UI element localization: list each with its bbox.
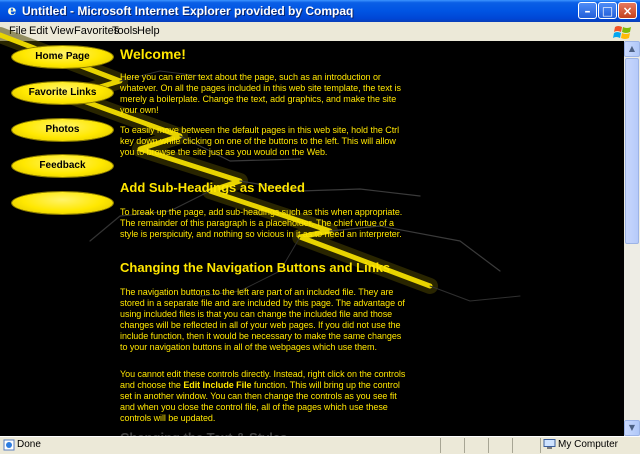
status-separator [512, 438, 513, 453]
status-separator [488, 438, 489, 453]
maximize-button[interactable]: □ [598, 2, 617, 19]
subheadings-heading: Add Sub-Headings as Needed [120, 180, 305, 195]
edit-include-file-text: Edit Include File [183, 380, 252, 390]
windows-logo-icon [612, 24, 634, 40]
scroll-thumb[interactable] [625, 58, 639, 244]
nav-favorite-links-button[interactable]: Favorite Links [12, 82, 113, 104]
my-computer-icon [543, 439, 556, 450]
menu-bar [0, 22, 640, 42]
close-button[interactable]: × [618, 2, 637, 19]
title-bar [0, 0, 640, 22]
nav-feedback-button[interactable]: Feedback [12, 155, 113, 177]
subheadings-paragraph: To break up the page, add sub-headings such as this when appropriate. The remainder of this paragraph is a placeholder. The chief virtue of a style is perspicuity, and nothing so vicious in it as to need an interpreter. [120, 207, 403, 239]
security-zone-text: My Computer [558, 439, 619, 450]
welcome-heading: Welcome! [120, 46, 186, 62]
nav-buttons-paragraph-1: The navigation buttons to the left are part of an included file. They are stored in a separate file and are included by this page. The advantage of using included files is that you can change the included file and those changes will be reflected in all of your web pages. If you did not use the include function, then it would be necessary to make the same changes to your navigation buttons in all of the webpages which use them. [120, 287, 405, 352]
welcome-paragraph-2: To easily move between the default pages in this web site, hold the Ctrl key down while clicking on one of the buttons to the left. This will allow you to browse the site just as you would on the Web. [120, 125, 400, 157]
status-bar [0, 436, 640, 454]
scroll-down-arrow-icon[interactable]: ▼ [624, 420, 640, 436]
status-separator [440, 438, 441, 453]
status-separator [464, 438, 465, 453]
nav-blank-button[interactable] [12, 192, 113, 214]
menu-view[interactable]: View [50, 25, 74, 37]
page-done-icon [3, 439, 15, 451]
nav-p2-text-b: function. This will bring up the control set in another window. You can then change the controls as you see fit and when you close the control file, all of the pages which use these controls will be updated. [120, 380, 400, 423]
nav-buttons-paragraph-2 [120, 369, 408, 424]
scroll-up-arrow-icon[interactable]: ▲ [624, 41, 640, 57]
menu-help[interactable]: Help [137, 25, 160, 37]
status-separator [540, 438, 541, 453]
menu-edit[interactable]: Edit [29, 25, 48, 37]
vertical-scrollbar[interactable] [624, 41, 640, 436]
nav-home-button[interactable]: Home Page [12, 46, 113, 68]
menu-file[interactable]: File [9, 25, 27, 37]
minimize-button[interactable]: – [578, 2, 597, 19]
nav-buttons-heading: Changing the Navigation Buttons and Links [120, 260, 391, 275]
menu-tools[interactable]: Tools [112, 25, 138, 37]
window-title: Untitled - Microsoft Internet Explorer provided by Compaq [22, 4, 354, 18]
menu-favorites[interactable]: Favorites [74, 25, 120, 37]
welcome-paragraph-1: Here you can enter text about the page, such as an introduction or whatever. On all the pages included in this web site template, the text is merely a boilerplate. Change the text, add graphics, and make the site your own! [120, 72, 401, 115]
ie-icon: e [7, 3, 17, 19]
nav-photos-button[interactable]: Photos [12, 119, 113, 141]
nav-p2-text-a: You cannot edit these controls directly. Instead, right click on the controls and choose the [120, 369, 406, 390]
page-content [0, 41, 624, 436]
status-text: Done [17, 439, 41, 450]
